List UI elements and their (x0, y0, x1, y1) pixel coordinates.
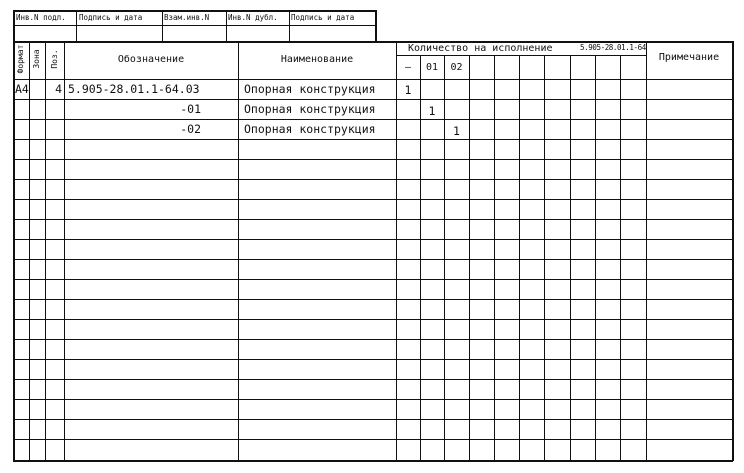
stamp-podpis-data-2: Подпись и дата (291, 13, 355, 22)
row-qty-01: 1 (428, 104, 436, 118)
row-naimenovanie: Опорная конструкция (244, 102, 376, 116)
header-kolichestvo: Количество на исполнение (408, 43, 553, 54)
row-oboznachenie: -02 (180, 122, 201, 136)
header-doc-code: 5.905-28.01.1-64 (580, 43, 646, 52)
header-variant-02: 02 (450, 62, 463, 73)
row-naimenovanie: Опорная конструкция (244, 122, 376, 136)
stamp-vzam-inv: Взам.инв.N (164, 13, 210, 22)
header-poz: Поз. (50, 49, 59, 69)
stamp-podpis-data-1: Подпись и дата (79, 13, 143, 22)
stamp-inv-dubl: Инв.N дубл. (228, 13, 278, 22)
row-poz: 4 (55, 82, 62, 96)
header-naimenovanie: Наименование (280, 54, 354, 65)
header-oboznachenie: Обозначение (117, 54, 185, 65)
row-oboznachenie: -01 (180, 102, 201, 116)
stamp-inv-podl: Инв.N подл. (16, 13, 66, 22)
header-primechanie: Примечание (658, 52, 720, 63)
header-variant-base: – (404, 62, 412, 73)
header-variant-01: 01 (425, 62, 439, 73)
row-naimenovanie: Опорная конструкция (244, 82, 376, 96)
header-format: Формат (16, 44, 25, 74)
row-oboznachenie: 5.905-28.01.1-64.03 (68, 82, 200, 96)
row-format: A4 (15, 82, 29, 96)
row-qty-base: 1 (404, 83, 412, 97)
header-zona: Зона (32, 49, 41, 69)
row-qty-02: 1 (453, 124, 460, 138)
